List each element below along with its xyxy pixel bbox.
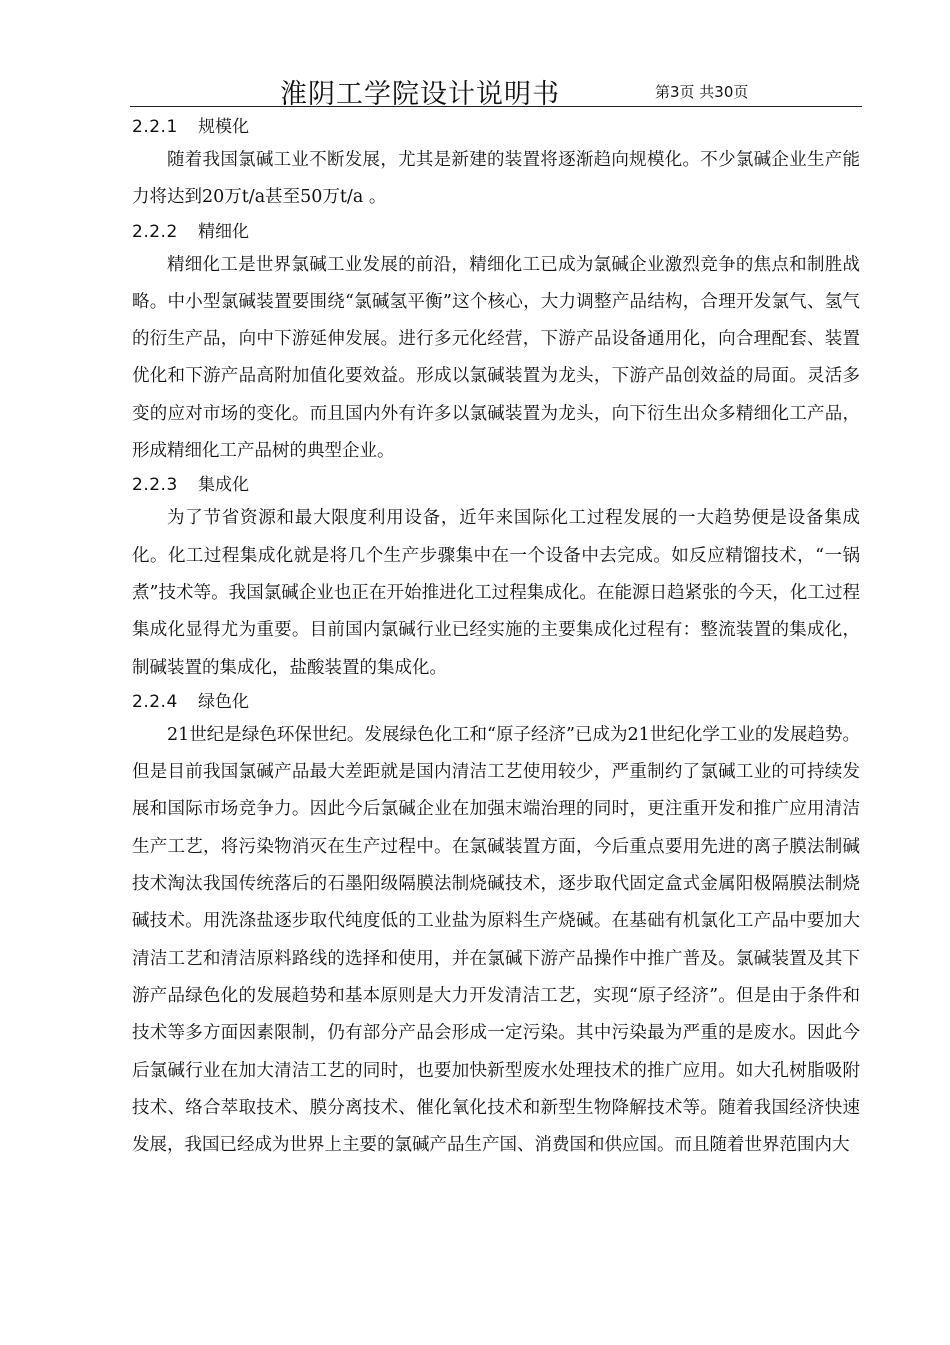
- section-title: 精细化: [198, 221, 249, 242]
- section-title: 规模化: [198, 117, 249, 137]
- section-number: 2.2.2: [132, 221, 178, 242]
- section-number: 2.2.1: [132, 117, 178, 137]
- document-title: 淮阴工学院设计说明书: [280, 79, 560, 110]
- section-title: 绿色化: [198, 691, 249, 712]
- page-header: [130, 66, 862, 110]
- section-heading: [132, 470, 860, 500]
- document-body: [132, 112, 860, 1164]
- section-heading: [132, 217, 860, 247]
- paragraph: 精细化工是世界氯碱工业发展的前沿，精细化工已成为氯碱企业激烈竞争的焦点和制胜战略。中小型氯碱装置要围绕“氯碱氢平衡”这个核心，大力调整产品结构，合理开发氯气、氢气的衍生产品，向中下游延伸发展。进行多元化经营，下游产品设备通用化，向合理配套、装置优化和下游产品高附加值化要效益。形成以氯碱装置为龙头，下游产品创效益的局面。灵活多变的应对市场的变化。而且国内外有许多以氯碱装置为龙头，向下衍生出众多精细化工产品，形成精细化工产品树的典型企业。: [132, 254, 860, 462]
- section-number: 2.2.4: [132, 691, 178, 712]
- paragraph: 21世纪是绿色环保世纪。发展绿色化工和“原子经济”已成为21世纪化学工业的发展趋势。但是目前我国氯碱产品最大差距就是国内清洁工艺使用较少，严重制约了氯碱工业的可持续发展和国际市场竞争力。因此今后氯碱企业在加强末端治理的同时，更注重开发和推广应用清洁生产工艺，将污染物消灭在生产过程中。在氯碱装置方面，今后重点要用先进的离子膜法制碱技术淘汰我国传统落后的石墨阳级隔膜法制烧碱技术，逐步取代固定盒式金属阳极隔膜法制烧碱技术。用洗涤盐逐步取代纯度低的工业盐为原料生产烧碱。在基础有机氯化工产品中要加大清洁工艺和清洁原料路线的选择和使用，并在氯碱下游产品操作中推广普及。氯碱装置及其下游产品绿色化的发展趋势和基本原则是大力开发清洁工艺，实现“原子经济”。但是由于条件和技术等多方面因素限制，仍有部分产品会形成一定污染。其中污染最为严重的是废水。因此今后氯碱行业在加大清洁工艺的同时，也要加快新型废水处理技术的推广应用。如大孔树脂吸附技术、络合萃取技术、膜分离技术、催化氧化技术和新型生物降解技术等。随着我国经济快速发展，我国已经成为世界上主要的氯碱产品生产国、消费国和供应国。而且随着世界范围内大: [132, 724, 860, 1156]
- section-heading: [132, 112, 860, 142]
- section-title: 集成化: [198, 475, 249, 496]
- page-number: 第3页 共30页: [655, 83, 749, 101]
- paragraph: 随着我国氯碱工业不断发展，尤其是新建的装置将逐渐趋向规模化。不少氯碱企业生产能力将达到20万t/a甚至50万t/a 。: [132, 150, 860, 208]
- section-number: 2.2.3: [132, 475, 178, 496]
- section-heading: [132, 687, 860, 717]
- paragraph: 为了节省资源和最大限度利用设备，近年来国际化工过程发展的一大趋势便是设备集成化。化工过程集成化就是将几个生产步骤集中在一个设备中去完成。如反应精馏技术，“一锅煮”技术等。我国氯碱企业也正在开始推进化工过程集成化。在能源日趋紧张的今天，化工过程集成化显得尤为重要。目前国内氯碱行业已经实施的主要集成化过程有：整流装置的集成化，制碱装置的集成化，盐酸装置的集成化。: [132, 508, 860, 678]
